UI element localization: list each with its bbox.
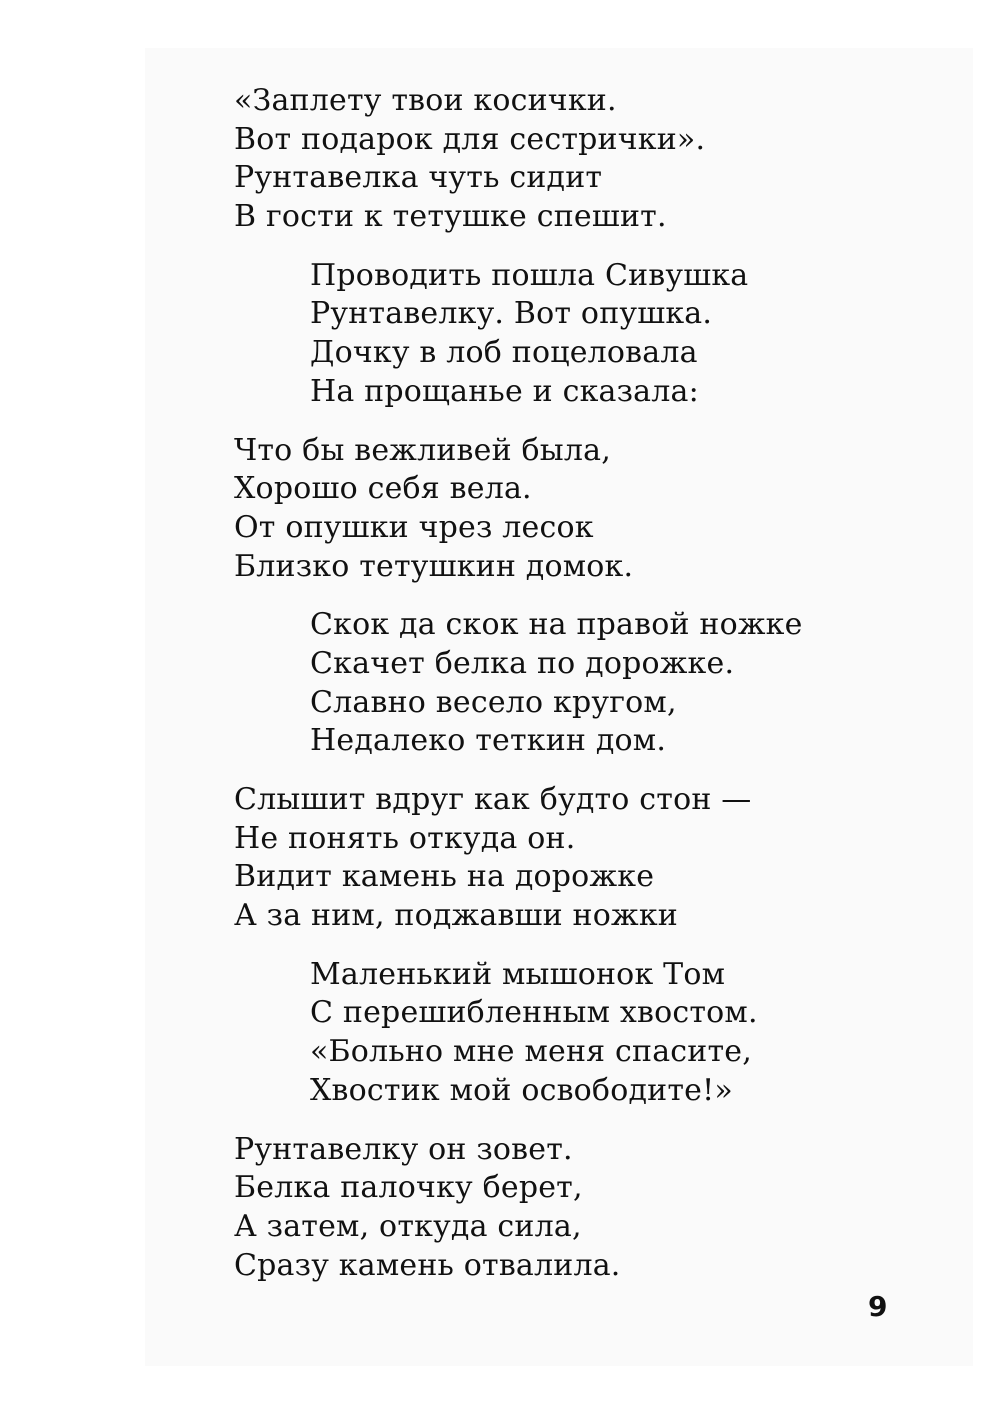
poem-line: Близко тетушкин домок. — [234, 548, 634, 584]
poem-line: «Заплету твои косички. — [234, 83, 617, 118]
poem-line: Недалеко теткин дом. — [310, 723, 667, 759]
poem-line: От опушки чрез лесок — [234, 509, 594, 545]
poem-text — [234, 82, 934, 1305]
poem-line: Не понять откуда он. — [234, 820, 576, 856]
poem-line: Проводить пошла Сивушка — [310, 257, 749, 293]
poem-line: Маленький мышонок Том — [310, 956, 726, 992]
poem-line: Рунтавелку. Вот опушка. — [310, 296, 713, 332]
poem-line: С перешибленным хвостом. — [310, 995, 758, 1031]
poem-line: Вот подарок для сестрички». — [234, 121, 706, 157]
poem-line: На прощанье и сказала: — [310, 373, 699, 409]
page-number: 9 — [868, 1290, 888, 1323]
stanza-6 — [234, 956, 934, 1111]
poem-line: А затем, откуда сила, — [234, 1208, 582, 1244]
poem-line: Скок да скок на правой ножке — [310, 607, 803, 643]
poem-line: Скачет белка по дорожке. — [310, 645, 735, 681]
poem-line: «Больно мне меня спасите, — [310, 1034, 752, 1070]
stanza-2 — [234, 257, 934, 412]
stanza-5 — [234, 781, 934, 936]
stanza-4 — [234, 606, 934, 761]
poem-line: Дочку в лоб поцеловала — [310, 335, 698, 371]
poem-line: Славно весело кругом, — [310, 684, 677, 720]
poem-line: Что бы вежливей была, — [234, 432, 611, 468]
poem-line: Рунтавелку он зовет. — [234, 1131, 573, 1167]
poem-line: Рунтавелка чуть сидит — [234, 160, 603, 196]
poem-line: Сразу камень отвалила. — [234, 1247, 621, 1283]
poem-line: А за ним, поджавши ножки — [234, 898, 678, 934]
poem-line: Белка палочку берет, — [234, 1170, 583, 1206]
poem-line: Слышит вдруг как будто стон — — [234, 782, 752, 817]
poem-line: Хвостик мой освободите!» — [310, 1072, 733, 1108]
stanza-7 — [234, 1131, 934, 1286]
poem-line: Хорошо себя вела. — [234, 471, 532, 507]
stanza-1 — [234, 82, 934, 237]
poem-line: В гости к тетушке спешит. — [234, 199, 667, 235]
stanza-3 — [234, 432, 934, 587]
poem-line: Видит камень на дорожке — [234, 859, 655, 895]
